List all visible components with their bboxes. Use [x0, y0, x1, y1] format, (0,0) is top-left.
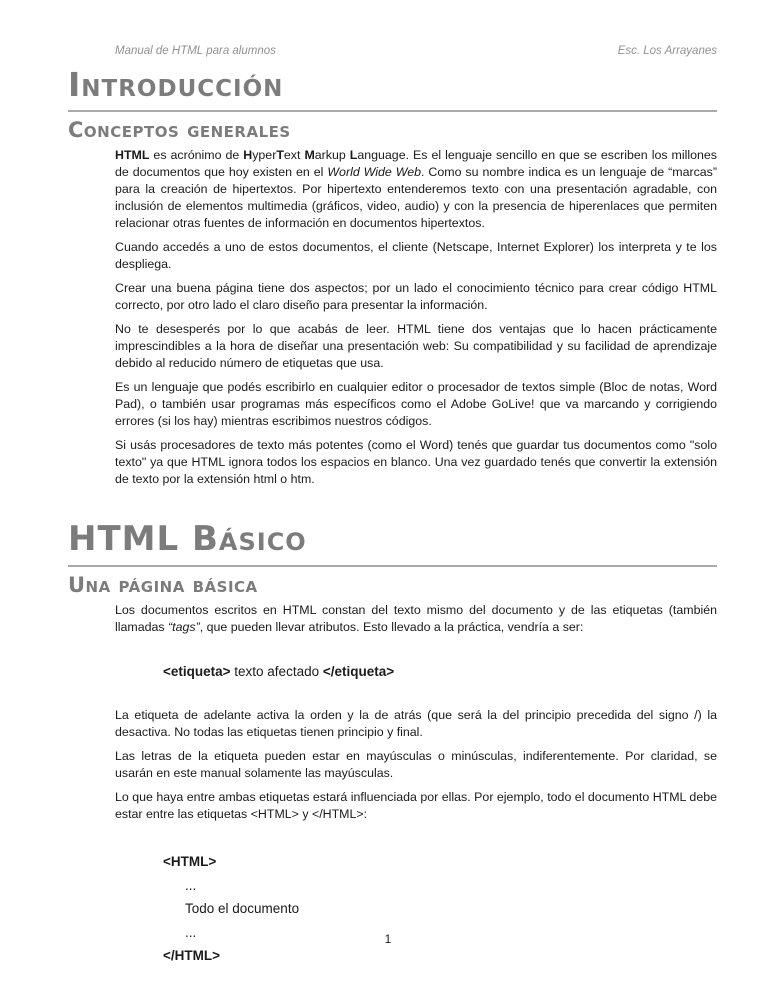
code-line: ... — [185, 877, 197, 893]
paragraph: Los documentos escritos en HTML constan del texto mismo del documento y de las etiquetas (también llamadas “tags”, que pueden llevar atributos. Esto llevado a la práctica, vendría a ser: — [115, 603, 717, 634]
divider — [68, 565, 717, 567]
paragraph: No te desesperés por lo que acabás de leer. HTML tiene dos ventajas que lo hacen prácticamente imprescindibles a la hora de diseñar una presentación web: Su compatibilidad y su facilidad de aprendizaje debido al reducido número de etiquetas que usa. — [115, 322, 717, 370]
paragraph: Las letras de la etiqueta pueden estar en mayúsculas o minúsculas, indiferentemente. Por claridad, se usarán en este manual solamente las mayúsculas. — [115, 749, 717, 780]
section-html-basico — [0, 519, 768, 968]
html-code-example — [163, 850, 717, 968]
tag-syntax-example: <etiqueta> texto afectado </etiqueta> — [163, 664, 395, 679]
paragraph: Si usás procesadores de texto más potentes (como el Word) tenés que guardar tus documentos como "solo texto" ya que HTML ignora todos los espacios en blanco. Una vez guardado tenés que convertir la extensión de texto por la extensión html o htm. — [115, 438, 717, 486]
header-left-text: Manual de HTML para alumnos — [115, 45, 276, 57]
paragraph: Es un lenguaje que podés escribirlo en cualquier editor o procesador de textos simple (Bloc de notas, Word Pad), o también usar programas más específicos como el Adobe GoLive! que va marcando y corrigiendo errores (si los hay) mientras escribimos nuestros códigos. — [115, 380, 717, 428]
code-line: <HTML> — [163, 854, 217, 869]
chapter-title-introduccion: Introducción — [68, 65, 284, 104]
paragraph: HTML es acrónimo de HyperText Markup Language. Es el lenguaje sencillo en que se escriben los millones de documentos que hoy existen en el World Wide Web. Como su nombre indica es un lenguaje de “marcas” para la creación de hipertextos. Por hipertexto entenderemos texto con una presentación agradable, con inclusión de elementos multimedia (gráficos, video, audio) y con la presencia de hiperenlaces que permiten relacionar otras fuentes de información en documentos hipertextos. — [115, 148, 718, 230]
paragraph: La etiqueta de adelante activa la orden y la de atrás (que será la del principio precedida del signo /) la desactiva. No todas las etiquetas tienen principio y final. — [115, 708, 717, 739]
section-title-conceptos-generales: Conceptos generales — [68, 118, 291, 142]
code-line: </HTML> — [163, 948, 221, 963]
page-number: 1 — [384, 932, 392, 946]
section-title-una-pagina-basica: Una página básica — [68, 573, 258, 597]
header-right-text: Esc. Los Arrayanes — [617, 45, 717, 57]
code-line: Todo el documento — [185, 901, 300, 916]
chapter-title-html-basico: HTML Básico — [68, 519, 307, 559]
divider — [68, 110, 717, 112]
code-line: ... — [185, 924, 197, 940]
paragraph: Cuando accedés a uno de estos documentos, el cliente (Netscape, Internet Explorer) los interpreta y te los despliega. — [115, 240, 717, 271]
paragraph: Lo que haya entre ambas etiquetas estará influenciada por ellas. Por ejemplo, todo el documento HTML debe estar entre las etiquetas <HTML> y </HTML>: — [115, 790, 717, 821]
paragraph: Crear una buena página tiene dos aspectos; por un lado el conocimiento técnico para crear código HTML correcto, por otro lado el claro diseño para presentar la información. — [115, 281, 717, 312]
running-header — [115, 45, 717, 57]
